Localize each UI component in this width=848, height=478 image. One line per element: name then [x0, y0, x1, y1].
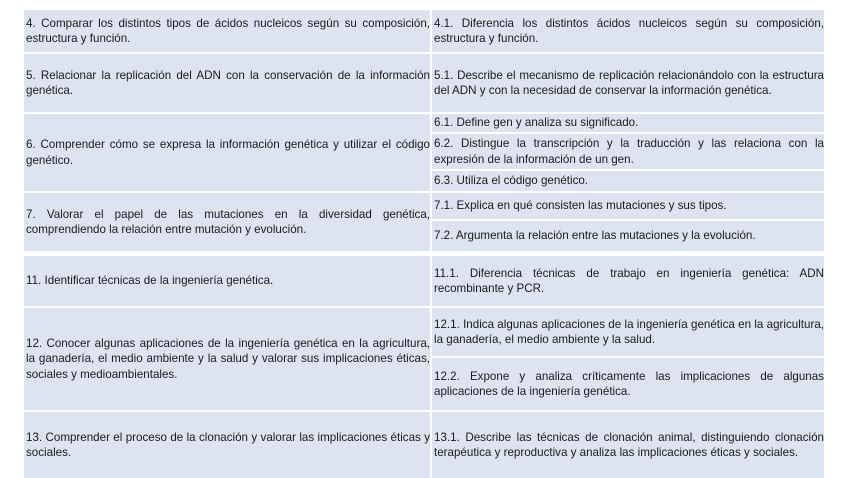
- objective-cell: [24, 193, 430, 251]
- table-row: [24, 256, 824, 308]
- criterion-text: 7.2. Argumenta la relación entre las mutaciones y la evolución.: [434, 229, 756, 243]
- criterion-text: 5.1. Describe el mecanismo de replicación relacionándolo con la estructura del ADN y con la necesidad de conservar la información genética.: [434, 68, 824, 97]
- criterion-text: 13.1. Describe las técnicas de clonación animal, distinguiendo clonación terapéutica y reproductiva y analiza las implicaciones éticas y sociales.: [434, 430, 824, 459]
- table-row: [24, 193, 824, 251]
- objectives-table-top: [24, 10, 824, 251]
- objective-cell: [24, 54, 430, 112]
- objective-text: 5. Relacionar la replicación del ADN con la conservación de la información genética.: [26, 68, 430, 97]
- table-row: [24, 114, 824, 193]
- table-row: [24, 54, 824, 114]
- criteria-cell-group: [430, 10, 824, 52]
- criterion-cell: [430, 358, 824, 410]
- objective-cell: [24, 256, 430, 306]
- criterion-text: 7.1. Explica en qué consisten las mutaciones y sus tipos.: [434, 199, 727, 213]
- criteria-cell-group: [430, 308, 824, 410]
- criterion-cell: [430, 171, 824, 191]
- objective-cell: [24, 412, 430, 478]
- criteria-cell-group: [430, 114, 824, 191]
- criterion-cell: [430, 412, 824, 478]
- criterion-cell: [430, 221, 824, 251]
- objective-text: 7. Valorar el papel de las mutaciones en la diversidad genética, comprendiendo la relación entre mutación y evolución.: [26, 207, 430, 236]
- criteria-cell-group: [430, 54, 824, 112]
- criterion-cell: [430, 256, 824, 306]
- objective-text: 13. Comprender el proceso de la clonación y valorar las implicaciones éticas y sociales.: [26, 430, 430, 459]
- criterion-text: 6.2. Distingue la transcripción y la traducción y las relaciona con la expresión de la información de un gen.: [434, 137, 824, 166]
- criteria-cell-group: [430, 412, 824, 478]
- criterion-text: 4.1. Diferencia los distintos ácidos nucleicos según su composición, estructura y función.: [434, 16, 824, 45]
- criteria-cell-group: [430, 193, 824, 251]
- criterion-text: 11.1. Diferencia técnicas de trabajo en ingeniería genética: ADN recombinante y PCR.: [434, 266, 824, 295]
- criterion-cell: [430, 193, 824, 221]
- objective-text: 11. Identificar técnicas de la ingeniería genética.: [26, 274, 274, 288]
- table-row: [24, 10, 824, 54]
- criterion-text: 12.1. Indica algunas aplicaciones de la ingeniería genética en la agricultura, la ganadería, el medio ambiente y la salud.: [434, 317, 824, 346]
- objective-text: 4. Comparar los distintos tipos de ácidos nucleicos según su composición, estructura y función.: [26, 16, 430, 45]
- criterion-cell: [430, 10, 824, 52]
- objective-cell: [24, 10, 430, 52]
- criterion-cell: [430, 114, 824, 134]
- objective-cell: [24, 308, 430, 410]
- table-row: [24, 412, 824, 478]
- objective-text: 6. Comprender cómo se expresa la información genética y utilizar el código genético.: [26, 138, 430, 167]
- objectives-table-bottom: [24, 256, 824, 478]
- criterion-cell: [430, 134, 824, 171]
- table-row: [24, 308, 824, 412]
- criterion-text: 12.2. Expone y analiza críticamente las implicaciones de algunas aplicaciones de la ingeniería genética.: [434, 369, 824, 398]
- objective-cell: [24, 114, 430, 191]
- criterion-text: 6.3. Utiliza el código genético.: [434, 174, 589, 188]
- criteria-cell-group: [430, 256, 824, 306]
- criterion-text: 6.1. Define gen y analiza su significado.: [434, 116, 639, 130]
- criterion-cell: [430, 308, 824, 358]
- criterion-cell: [430, 54, 824, 112]
- objective-text: 12. Conocer algunas aplicaciones de la ingeniería genética en la agricultura, la ganadería, el medio ambiente y la salud y valorar sus implicaciones éticas, sociales y medioambientales.: [26, 336, 430, 381]
